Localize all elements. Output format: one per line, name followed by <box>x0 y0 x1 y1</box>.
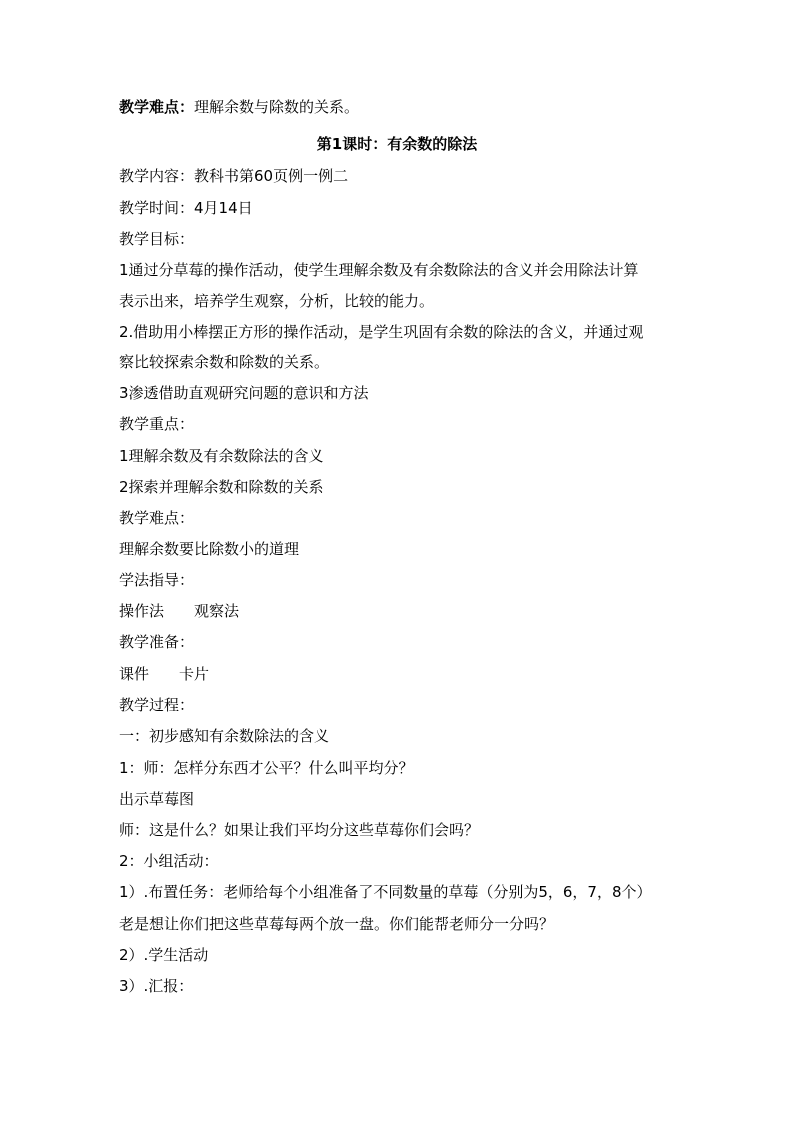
process-report: 3）.汇报： <box>119 977 194 995</box>
method-observation: 观察法 <box>194 602 240 620</box>
key-points-heading: 教学重点： <box>119 415 195 433</box>
method-guide-heading: 学法指导： <box>119 571 195 589</box>
prep-item-cards: 卡片 <box>179 665 210 683</box>
process-task-line-2: 老是想让你们把这些草莓每两个放一盘。你们能帮老师分一分吗？ <box>119 915 555 933</box>
process-show-picture: 出示草莓图 <box>119 790 195 808</box>
goal-1-line-2: 表示出来，培养学生观察，分析，比较的能力。 <box>119 292 435 310</box>
methods-line <box>119 601 699 621</box>
prep-item-courseware: 课件 <box>119 665 150 683</box>
process-heading: 教学过程： <box>119 696 195 714</box>
process-question-fair: 1：师：怎样分东西才公平？什么叫平均分？ <box>119 759 414 777</box>
teaching-time: 教学时间：4月14日 <box>119 199 253 217</box>
difficulty-text: 理解余数要比除数小的道理 <box>119 540 300 558</box>
goal-2-line-1: 2.借助用小棒摆正方形的操作活动，是学生巩固有余数的除法的含义，并通过观 <box>119 323 644 341</box>
prep-items-line <box>119 664 699 684</box>
top-difficulty-text: 理解余数与除数的关系。 <box>194 98 360 116</box>
process-task-line-1: 1）.布置任务：老师给每个小组准备了不同数量的草莓（分别为5，6，7，8个） <box>119 883 652 901</box>
prep-heading: 教学准备： <box>119 633 195 651</box>
process-student-activity: 2）.学生活动 <box>119 946 209 964</box>
goals-heading: 教学目标： <box>119 230 195 248</box>
goal-3: 3渗透借助直观研究问题的意识和方法 <box>119 384 369 402</box>
key-point-2: 2探索并理解余数和除数的关系 <box>119 478 324 496</box>
process-step-1: 一：初步感知有余数除法的含义 <box>119 727 330 745</box>
goal-2-line-2: 察比较探索余数和除数的关系。 <box>119 353 330 371</box>
process-question-what: 师：这是什么？如果让我们平均分这些草莓你们会吗？ <box>119 821 480 839</box>
goal-1-line-1: 1通过分草莓的操作活动，使学生理解余数及有余数除法的含义并会用除法计算 <box>119 261 639 279</box>
lesson-title: 第1课时：有余数的除法 <box>316 135 478 153</box>
top-difficulty-label: 教学难点： <box>119 98 195 116</box>
method-operation: 操作法 <box>119 602 165 620</box>
top-difficulty-line <box>119 97 699 117</box>
key-point-1: 1理解余数及有余数除法的含义 <box>119 447 324 465</box>
teaching-content: 教学内容：教科书第60页例一例二 <box>119 167 349 185</box>
difficulty-heading: 教学难点： <box>119 509 195 527</box>
process-group-activity: 2：小组活动： <box>119 852 219 870</box>
